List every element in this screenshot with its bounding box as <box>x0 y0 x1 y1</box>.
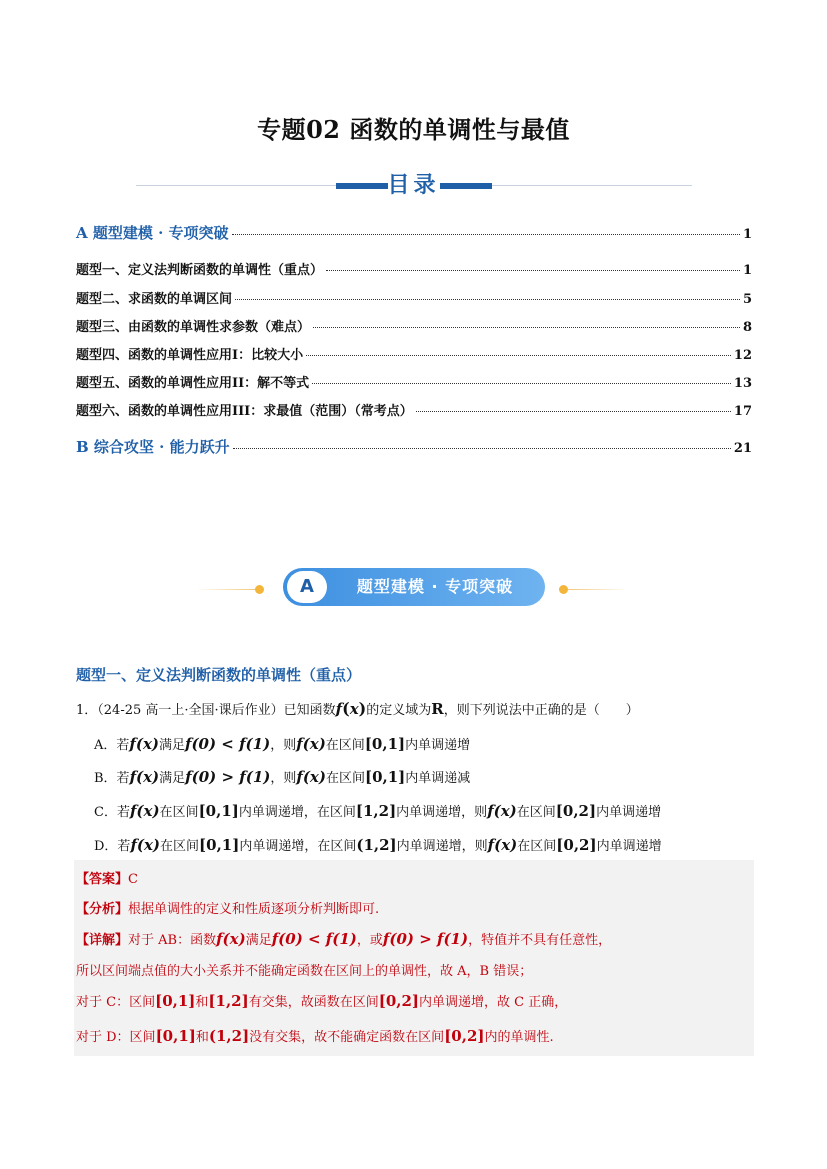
toc-entry[interactable] <box>76 344 752 363</box>
detail-text: 满足 <box>245 933 272 948</box>
toc-entry-page: 13 <box>733 376 752 391</box>
math-interval: [1,2] <box>208 992 249 1010</box>
option-text: C．若 <box>94 805 130 820</box>
stem-text: 已知函数 <box>283 703 336 718</box>
math-fx: f(x) <box>129 735 159 753</box>
math-paren: ) <box>358 699 367 718</box>
math-fx: f(x) <box>216 930 246 948</box>
toc-entry-page: 8 <box>742 320 752 335</box>
toc-entry-label: A 题型建模 · 专项突破 <box>76 224 229 242</box>
math-interval: [0,2] <box>555 802 597 820</box>
option-text: 在区间 <box>516 805 556 820</box>
option-text: D．若 <box>94 839 131 854</box>
math-fx: f(x) <box>129 768 160 786</box>
math-ineq: f(0) < f(1) <box>185 735 271 753</box>
toc-entry-page: 1 <box>742 263 752 278</box>
option-text: 在区间 <box>159 805 199 820</box>
analysis-text: 根据单调性的定义和性质逐项分析判断即可. <box>128 902 380 917</box>
math-interval: [0,2] <box>378 992 420 1010</box>
type-heading: 题型一、定义法判断函数的单调性（重点） <box>76 666 362 684</box>
option-text: 在区间 <box>517 839 557 854</box>
analysis-tag: 【分析】 <box>76 902 129 917</box>
banner-badge: A <box>287 571 327 603</box>
option-text: 内单调递增，在区间 <box>238 805 356 820</box>
toc-leader <box>233 447 731 449</box>
question-source: （24-25 高一上·全国·课后作业） <box>97 703 284 718</box>
math-interval: [0,2] <box>556 836 597 854</box>
math-interval: [0,1] <box>364 735 406 753</box>
math-fx: f(x) <box>130 836 161 854</box>
option-D[interactable] <box>94 835 662 854</box>
math-f: f <box>335 700 343 718</box>
toc-leader <box>326 269 740 271</box>
toc-entry[interactable] <box>76 259 752 278</box>
section-banner <box>0 562 827 612</box>
toc-entry[interactable] <box>76 436 752 457</box>
toc-entry-page: 5 <box>742 292 752 307</box>
option-text: 内单调递减 <box>405 771 471 786</box>
math-interval: [0,1] <box>199 836 240 854</box>
option-B[interactable] <box>94 767 470 786</box>
toc-entry[interactable] <box>76 400 752 419</box>
answer-tag: 【答案】 <box>76 872 129 887</box>
math-interval: [0,1] <box>364 768 406 786</box>
analysis-line <box>76 898 379 917</box>
math-interval: (1,2] <box>208 1027 250 1045</box>
math-ineq: f(0) > f(1) <box>382 930 469 948</box>
detail-line-1 <box>76 929 611 948</box>
detail-text: 和 <box>195 1030 209 1045</box>
math-interval: (1,2] <box>356 836 397 854</box>
toc-entry-label: 题型四、函数的单调性应用I：比较大小 <box>76 348 304 363</box>
toc-bar-right <box>440 183 492 189</box>
option-text: 内单调递增，在区间 <box>239 839 357 854</box>
detail-line-4 <box>76 1026 554 1045</box>
detail-text: ，或 <box>356 933 383 948</box>
toc-entry-label: 题型一、定义法判断函数的单调性（重点） <box>76 263 324 278</box>
option-text: 内单调递增，则 <box>396 839 488 854</box>
banner-line-left <box>196 589 256 590</box>
toc-entry[interactable] <box>76 288 752 307</box>
toc-entry[interactable] <box>76 222 752 243</box>
detail-text: ，特值并不具有任意性， <box>468 933 612 948</box>
detail-text: 对于 AB：函数 <box>128 933 217 948</box>
toc-entry-label: 题型三、由函数的单调性求参数（难点） <box>76 320 311 335</box>
detail-text: 内的单调性. <box>484 1030 554 1045</box>
toc-entry-page: 1 <box>742 227 752 242</box>
detail-tag: 【详解】 <box>76 933 129 948</box>
toc-banner <box>0 168 827 204</box>
toc-entry-page: 17 <box>733 404 752 419</box>
detail-line-3 <box>76 991 567 1010</box>
math-interval: [0,2] <box>444 1027 485 1045</box>
banner-text: 题型建模 · 专项突破 <box>356 577 514 596</box>
question-stem <box>76 699 639 718</box>
math-fx: f(x) <box>296 768 326 786</box>
math-fx: f(x) <box>487 836 518 854</box>
detail-text: 对于 C：区间 <box>76 995 156 1010</box>
option-text: 内单调递增 <box>596 839 662 854</box>
math-ineq: f(0) < f(1) <box>271 930 357 948</box>
toc-divider-right <box>492 185 692 186</box>
option-text: 在区间 <box>325 771 365 786</box>
toc-leader <box>232 233 740 235</box>
option-text: ，则 <box>270 771 297 786</box>
option-text: 在区间 <box>325 738 365 753</box>
banner-line-right <box>568 589 628 590</box>
toc-entry-label: B 综合攻坚 · 能力跃升 <box>76 438 230 456</box>
math-ineq: f(0) > f(1) <box>185 768 271 786</box>
toc-leader <box>313 326 740 328</box>
detail-line-2: 所以区间端点值的大小关系并不能确定函数在区间上的单调性，故 A，B 错误； <box>76 964 533 979</box>
toc-leader <box>235 298 740 300</box>
toc-leader <box>416 410 731 412</box>
math-interval: [0,1] <box>198 802 239 820</box>
math-interval: [0,1] <box>155 1027 196 1045</box>
toc-heading: 目录 <box>387 172 440 198</box>
detail-text: 对于 D：区间 <box>76 1030 156 1045</box>
banner-dot-left <box>255 585 264 594</box>
toc-entry[interactable] <box>76 372 752 391</box>
toc-entry-page: 12 <box>733 348 752 363</box>
math-x: x <box>349 700 359 718</box>
math-interval: [1,2] <box>355 802 397 820</box>
toc-entry[interactable] <box>76 316 752 335</box>
stem-text: ，则下列说法中正确的是（ ） <box>443 703 639 718</box>
question-number: 1． <box>76 703 98 718</box>
option-text: 满足 <box>159 771 186 786</box>
math-fx: f(x) <box>129 802 160 820</box>
math-R: R <box>431 700 444 718</box>
toc-entry-label: 题型六、函数的单调性应用III：求最值（范围）（常考点） <box>76 404 413 419</box>
detail-text: 有交集，故函数在区间 <box>248 995 379 1010</box>
option-C[interactable] <box>94 801 661 820</box>
option-text: 内单调递增 <box>596 805 662 820</box>
option-text: B．若 <box>94 771 130 786</box>
option-text: A．若 <box>94 738 130 753</box>
stem-text: 的定义域为 <box>366 703 432 718</box>
toc-entry-label: 题型五、函数的单调性应用II：解不等式 <box>76 376 310 391</box>
option-text: 内单调递增 <box>405 738 471 753</box>
toc-leader <box>306 354 731 356</box>
option-text: ，则 <box>270 738 297 753</box>
detail-text: 内单调递增，故 C 正确， <box>419 995 568 1010</box>
answer-value: C <box>128 872 138 887</box>
detail-text: 没有交集，故不能确定函数在区间 <box>249 1030 445 1045</box>
option-text: 满足 <box>158 738 185 753</box>
toc-leader <box>312 382 731 384</box>
option-A[interactable] <box>94 734 470 753</box>
page-title: 专题02 函数的单调性与最值 <box>257 115 570 144</box>
answer-line <box>76 868 138 887</box>
math-fx: f(x) <box>487 802 517 820</box>
toc-entry-page: 21 <box>733 441 752 456</box>
math-interval: [0,1] <box>155 992 196 1010</box>
math-paren: ( <box>342 699 350 718</box>
banner-dot-right <box>559 585 568 594</box>
math-fx: f(x) <box>296 735 326 753</box>
detail-text: 和 <box>195 995 209 1010</box>
toc-entry-label: 题型二、求函数的单调区间 <box>76 292 233 307</box>
option-text: 内单调递增，则 <box>396 805 488 820</box>
option-text: 在区间 <box>160 839 200 854</box>
